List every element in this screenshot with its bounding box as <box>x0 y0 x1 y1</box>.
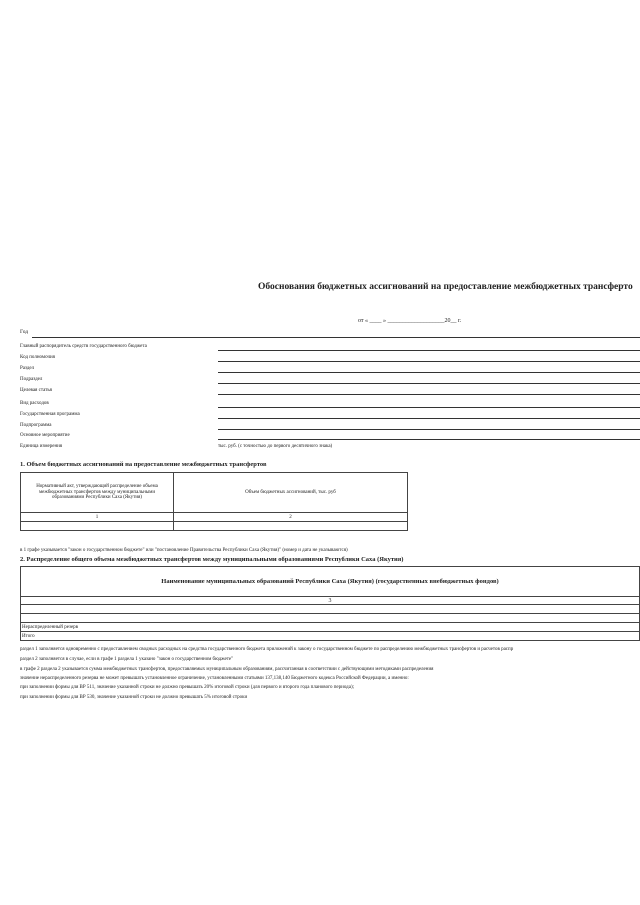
section2-row-blank-2[interactable] <box>21 614 640 623</box>
footnote-1: раздел 1 заполняется одновременно с предоставлением сводных расходных на средства государственного бюджета приложений к закону о государственном бюджете по распределению межбюджетных трансфертов и расчетов распр <box>20 647 514 652</box>
field-label-program: Государственная программа <box>20 412 80 417</box>
section1-cell-amount[interactable] <box>174 522 408 531</box>
date-line: от « ____ » ___________________20__ г. <box>358 318 462 324</box>
field-label-year: Год <box>20 329 29 335</box>
note-section1: в 1 графе указывается "закон о государственном бюджете" или "постановление Правительства Республики Саха (Якутия)" (номер и дата не указываются) <box>20 548 348 553</box>
section2-row-total: Итого <box>21 632 640 641</box>
field-line-section[interactable] <box>218 372 640 373</box>
section2-col-num: 3 <box>21 597 640 605</box>
field-line-subprogram[interactable] <box>218 429 640 430</box>
field-line-gr[interactable] <box>218 350 640 351</box>
field-label-target: Целевая статья <box>20 388 52 393</box>
field-line-subsection[interactable] <box>218 383 640 384</box>
footnote-6: при заполнении формы для ВР 530, значение указанной строки не должно превышать 5% итоговой строки <box>20 695 248 700</box>
field-line-year[interactable] <box>32 337 640 338</box>
section1-col1-num: 1 <box>21 513 174 522</box>
section2-row-blank-1[interactable] <box>21 605 640 614</box>
field-line-target[interactable] <box>218 394 640 395</box>
field-label-subprogram: Подпрограмма <box>20 423 52 428</box>
field-line-authority[interactable] <box>218 361 640 362</box>
section1-col2-num: 2 <box>174 513 408 522</box>
footnote-5: при заполнении формы для ВР 511, значение указанной строки не должно превышать 20% итоговой строки (для первого и второго года планового периода); <box>20 685 354 690</box>
section1-heading: 1. Объем бюджетных ассигнований на предоставление межбюджетных трансфертов <box>20 461 267 468</box>
field-line-expense-type[interactable] <box>218 407 640 408</box>
field-label-gr: Главный распорядитель средств государственного бюджета <box>20 344 147 349</box>
field-label-authority: Код полномочия <box>20 355 55 360</box>
field-label-expense-type: Вид расходов <box>20 401 49 406</box>
field-label-section: Раздел <box>20 366 35 371</box>
field-value-unit: тыс. руб. (с точностью до первого десятичного знака) <box>218 444 333 449</box>
section1-col1-header: Нормативный акт, утверждающий распределение объема межбюджетных трансфертов между муниципальными образованиями Республики Саха (Якутия) <box>21 473 174 513</box>
section1-cell-act[interactable] <box>21 522 174 531</box>
section2-col-header: Наименование муниципальных образований Республики Саха (Якутия) (государственных внебюджетных фондов) <box>21 567 640 597</box>
section2-row-reserve: Нераспределенный резерв <box>21 623 640 632</box>
section2-heading: 2. Распределение общего объема межбюджетных трансфертов между муниципальными образованиями Республики Саха (Якутия) <box>20 556 404 563</box>
field-label-main-activity: Основное мероприятие <box>20 433 70 438</box>
footnote-2: раздел 2 заполняется в случае, если в графе 1 раздела 1 указано "закон о государственном бюджете" <box>20 657 234 662</box>
field-label-subsection: Подраздел <box>20 377 43 382</box>
section1-table <box>20 472 408 531</box>
footnote-4: значение нераспределенного резерва не может превышать установленное ограничение, установленными статьями 137,138,140 Бюджетного кодекса Российской Федерации, а именно: <box>20 676 409 681</box>
footnote-3: в графе 2 раздела 2 указывается сумма межбюджетных трансфертов, предоставляемых муниципальным образованиям, рассчитанная в соответствии с действующими методиками распределения <box>20 667 434 672</box>
field-line-program[interactable] <box>218 418 640 419</box>
section1-col2-header: Объем бюджетных ассигнований, тыс. руб <box>174 473 408 513</box>
document-title: Обоснования бюджетных ассигнований на предоставление межбюджетных трансферто <box>258 282 633 292</box>
section2-table <box>20 566 640 641</box>
field-label-unit: Единица измерения <box>20 444 63 449</box>
field-line-main-activity[interactable] <box>218 439 640 440</box>
